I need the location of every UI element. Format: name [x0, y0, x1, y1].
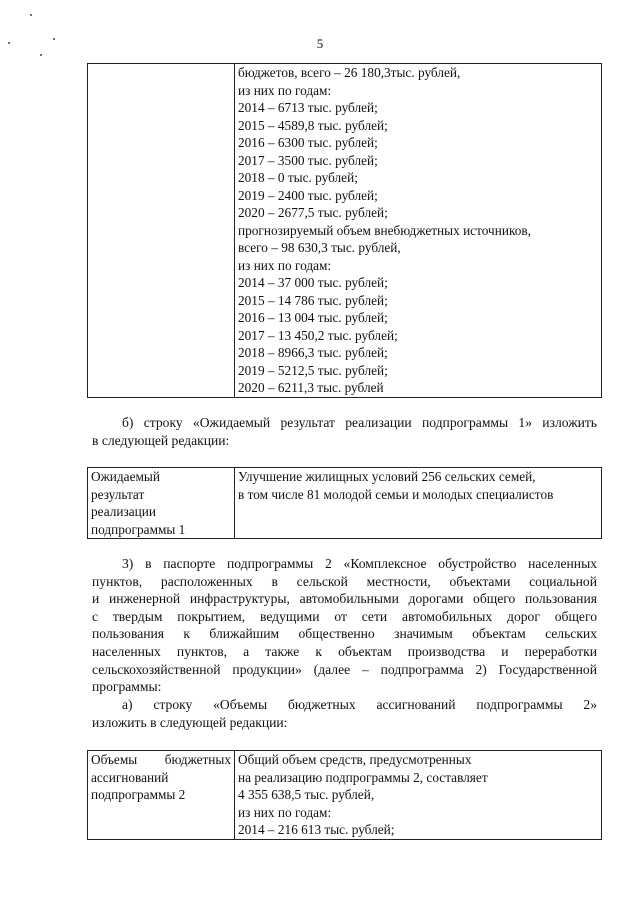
table-row [88, 64, 602, 398]
cell-line: 2016 – 13 004 тыс. рублей; [238, 310, 388, 325]
paragraph-line: 3) в паспорте подпрограммы 2 «Комплексное обустройство населенных [122, 556, 597, 571]
table-cell-left [88, 751, 235, 840]
cell-line: ассигнований [91, 769, 169, 785]
paragraph-3 [92, 555, 597, 696]
cell-line: из них по годам: [238, 804, 332, 820]
table-row [88, 751, 602, 840]
table-cell-right [235, 751, 602, 840]
cell-line: на реализацию подпрограммы 2, составляет [238, 769, 488, 785]
cell-line: результат [91, 486, 145, 502]
cell-line: Объемы бюджетных [91, 752, 231, 767]
page-number: 5 [316, 36, 324, 51]
paragraph-line: программы: [92, 679, 162, 695]
cell-line: 4 355 638,5 тыс. рублей, [238, 787, 375, 802]
cell-line: Улучшение жилищных условий 256 сельских семей, [238, 469, 536, 484]
table-cell-left [88, 468, 235, 539]
cell-line: 2019 – 5212,5 тыс. рублей; [238, 362, 388, 378]
expected-result-table [87, 467, 602, 539]
paragraph-line: и инженерной инфраструктуры, автомобильными дорогами общего пользования [92, 591, 597, 607]
cell-line: из них по годам: [238, 82, 332, 98]
cell-line: Общий объем средств, предусмотренных [238, 752, 472, 767]
cell-line: 2019 – 2400 тыс. рублей; [238, 187, 378, 203]
budget-allocations-table [87, 750, 602, 840]
table-cell-right [235, 64, 602, 398]
cell-line: 2018 – 0 тыс. рублей; [238, 170, 358, 185]
budget-continuation-table [87, 63, 602, 398]
cell-line: 2018 – 8966,3 тыс. рублей; [238, 345, 388, 360]
scan-speck [40, 54, 42, 56]
cell-line: реализации [91, 504, 156, 519]
cell-line: всего – 98 630,3 тыс. рублей, [238, 240, 401, 255]
cell-line: 2015 – 4589,8 тыс. рублей; [238, 117, 388, 133]
paragraph-line: а) строку «Объемы бюджетных ассигнований подпрограммы 2» [122, 697, 597, 712]
paragraph-line: с твердым покрытием, ведущими от сети автомобильных дорог общего [92, 608, 597, 624]
table-cell-right [235, 468, 602, 539]
cell-line: в том числе 81 молодой семьи и молодых специалистов [238, 486, 554, 502]
paragraph-b [92, 414, 597, 449]
table-row [88, 468, 602, 539]
paragraph-line: пользования к ближайшим общественно значимым объектам сельских [92, 626, 597, 642]
cell-line: прогнозируемый объем внебюджетных источников, [238, 222, 531, 238]
cell-line: 2014 – 6713 тыс. рублей; [238, 100, 378, 115]
cell-line: подпрограммы 1 [91, 521, 186, 537]
cell-line: 2014 – 216 613 тыс. рублей; [238, 822, 395, 837]
paragraph-line: населенных пунктов, а также к объектам производства и переработки [92, 643, 597, 659]
cell-line: Ожидаемый [91, 469, 160, 484]
cell-line: 2016 – 6300 тыс. рублей; [238, 135, 378, 150]
cell-line: 2014 – 37 000 тыс. рублей; [238, 275, 388, 290]
paragraph-line: изложить в следующей редакции: [92, 714, 288, 730]
cell-line: 2020 – 6211,3 тыс. рублей [238, 380, 384, 395]
cell-line: бюджетов, всего – 26 180,3тыс. рублей, [238, 65, 461, 80]
paragraph-a [92, 696, 597, 731]
paragraph-line: в следующей редакции: [92, 432, 230, 448]
paragraph-line: сельскохозяйственной продукции» (далее – подпрограмма 2) Государственной [92, 661, 597, 677]
cell-line: 2015 – 14 786 тыс. рублей; [238, 292, 388, 308]
table-cell-left [88, 64, 235, 398]
paragraph-line: б) строку «Ожидаемый результат реализации подпрограммы 1» изложить [122, 415, 597, 430]
cell-line: подпрограммы 2 [91, 787, 186, 802]
cell-line: 2017 – 3500 тыс. рублей; [238, 152, 378, 168]
paragraph-line: пунктов, расположенных в сельской местности, объектами социальной [92, 573, 597, 589]
cell-line: из них по годам: [238, 257, 332, 273]
scan-speck [30, 14, 32, 16]
cell-line: 2020 – 2677,5 тыс. рублей; [238, 205, 388, 220]
cell-line: 2017 – 13 450,2 тыс. рублей; [238, 327, 398, 343]
